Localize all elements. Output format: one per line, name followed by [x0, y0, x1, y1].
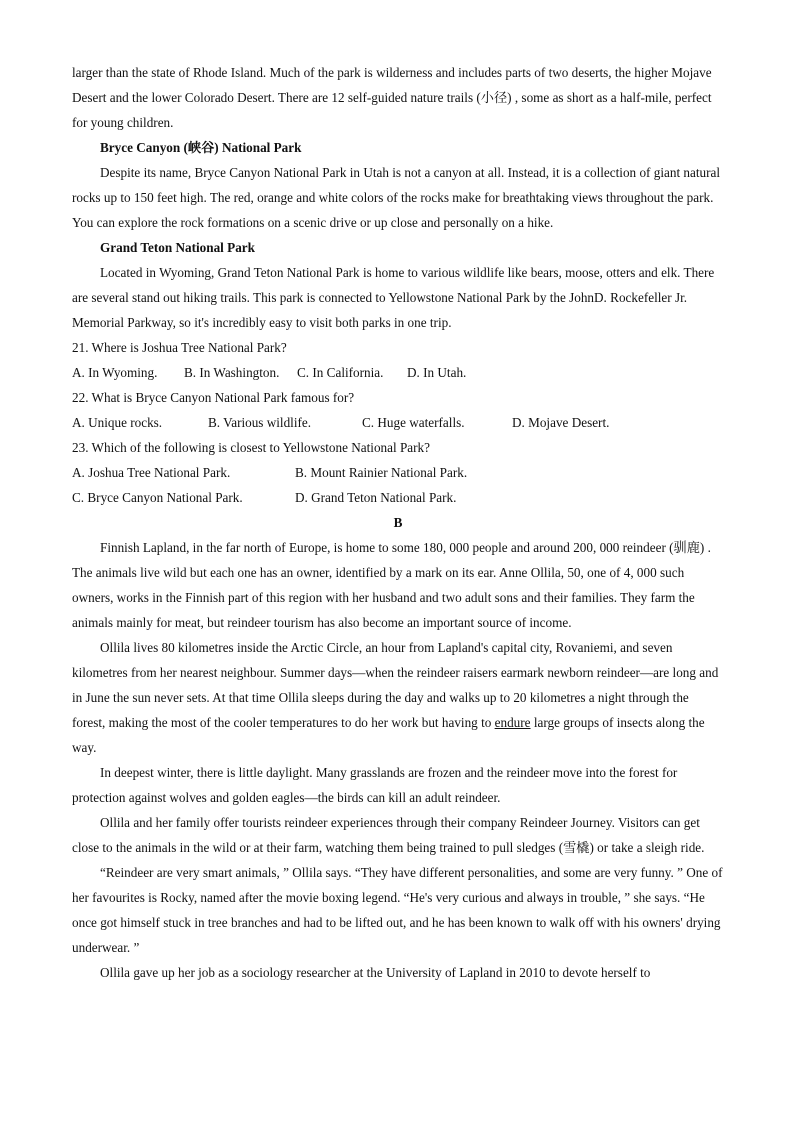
question-21-stem: 21. Where is Joshua Tree National Park? [72, 340, 287, 355]
option-a: A. In Wyoming. [72, 365, 158, 380]
underlined-word-endure: endure [494, 715, 531, 730]
paragraph-grand-teton: Located in Wyoming, Grand Teton National Park is home to various wildlife like bears, moose, otters and elk. There are several stand out hiking trails. This park is connected to Yellowstone National Park by the JohnD. Rockefeller Jr. Memorial Parkway, so it's incredibly easy to visit both parks in one trip. [72, 265, 715, 330]
option-c: C. In California. [297, 365, 384, 380]
section-label-b: B [393, 515, 403, 530]
option-d: D. In Utah. [407, 365, 467, 380]
option-c: C. Huge waterfalls. [362, 415, 465, 430]
question-22-stem: 22. What is Bryce Canyon National Park famous for? [72, 390, 355, 405]
paragraph-b-4: Ollila and her family offer tourists reindeer experiences through their company Reindeer Journey. Visitors can get close to the animals in the wild or at their farm, watching them being trained to pull sledges (雪橇) or take a sleigh ride. [72, 815, 705, 855]
paragraph-b-1: Finnish Lapland, in the far north of Europe, is home to some 180, 000 people and around 200, 000 reindeer (驯鹿) . The animals live wild but each one has an owner, identified by a mark on its ear. Anne Ollila, 50, one of 4, 000 such owners, works in the Finnish part of this region with her husband and two adult sons and their families. They farm the animals mainly for meat, but reindeer tourism has also become an important source of income. [72, 540, 711, 630]
paragraph-b-2-text-after: large groups of insects along the way. [72, 715, 705, 755]
option-b: B. Various wildlife. [208, 415, 312, 430]
option-a: A. Joshua Tree National Park. [72, 465, 231, 480]
question-23-stem: 23. Which of the following is closest to Yellowstone National Park? [72, 440, 430, 455]
paragraph-b-6: Ollila gave up her job as a sociology researcher at the University of Lapland in 2010 to devote herself to [100, 965, 651, 980]
paragraph-rhode-island: larger than the state of Rhode Island. Much of the park is wilderness and includes parts of two deserts, the higher Mojave Desert and the lower Colorado Desert. There are 12 self-guided nature trails (小径) , some as short as a half-mile, perfect for young children. [72, 65, 712, 130]
option-c: C. Bryce Canyon National Park. [72, 490, 243, 505]
option-b: B. Mount Rainier National Park. [295, 465, 468, 480]
heading-bryce-canyon: Bryce Canyon (峡谷) National Park [100, 140, 302, 155]
document-page [72, 60, 724, 985]
option-a: A. Unique rocks. [72, 415, 163, 430]
paragraph-b-2-text-before: Ollila lives 80 kilometres inside the Arctic Circle, an hour from Lapland's capital city, Rovaniemi, and seven kilometres from her nearest neighbour. Summer days—when the reindeer raisers earmark newborn reindeer—are long and in June the sun never sets. At that time Ollila sleeps during the day and walks up to 20 kilometres a night through the forest, making the most of the cooler temperatures to do her work but having to [72, 640, 719, 730]
question-21-options [72, 360, 724, 385]
paragraph-b-3: In deepest winter, there is little daylight. Many grasslands are frozen and the reindeer move into the forest for protection against wolves and golden eagles—the birds can kill an adult reindeer. [72, 765, 678, 805]
question-23-options-cd [72, 485, 724, 510]
heading-grand-teton: Grand Teton National Park [100, 240, 255, 255]
paragraph-b-2 [72, 635, 724, 760]
option-d: D. Mojave Desert. [512, 415, 610, 430]
question-22-options [72, 410, 724, 435]
paragraph-b-5: “Reindeer are very smart animals, ” Ollila says. “They have different personalities, and some are very funny. ” One of her favourites is Rocky, named after the movie boxing legend. “He's very curious and always in trouble, ” she says. “He once got himself stuck in tree branches and had to be lifted out, and he has been known to walk off with his owners' drying underwear. ” [72, 865, 723, 955]
paragraph-bryce-canyon: Despite its name, Bryce Canyon National Park in Utah is not a canyon at all. Instead, it is a collection of giant natural rocks up to 150 feet high. The red, orange and white colors of the rocks make for breathtaking views throughout the park. You can explore the rock formations on a scenic drive or up close and personally on a hike. [72, 165, 721, 230]
question-23-options-ab [72, 460, 724, 485]
option-d: D. Grand Teton National Park. [295, 490, 457, 505]
option-b: B. In Washington. [184, 365, 280, 380]
